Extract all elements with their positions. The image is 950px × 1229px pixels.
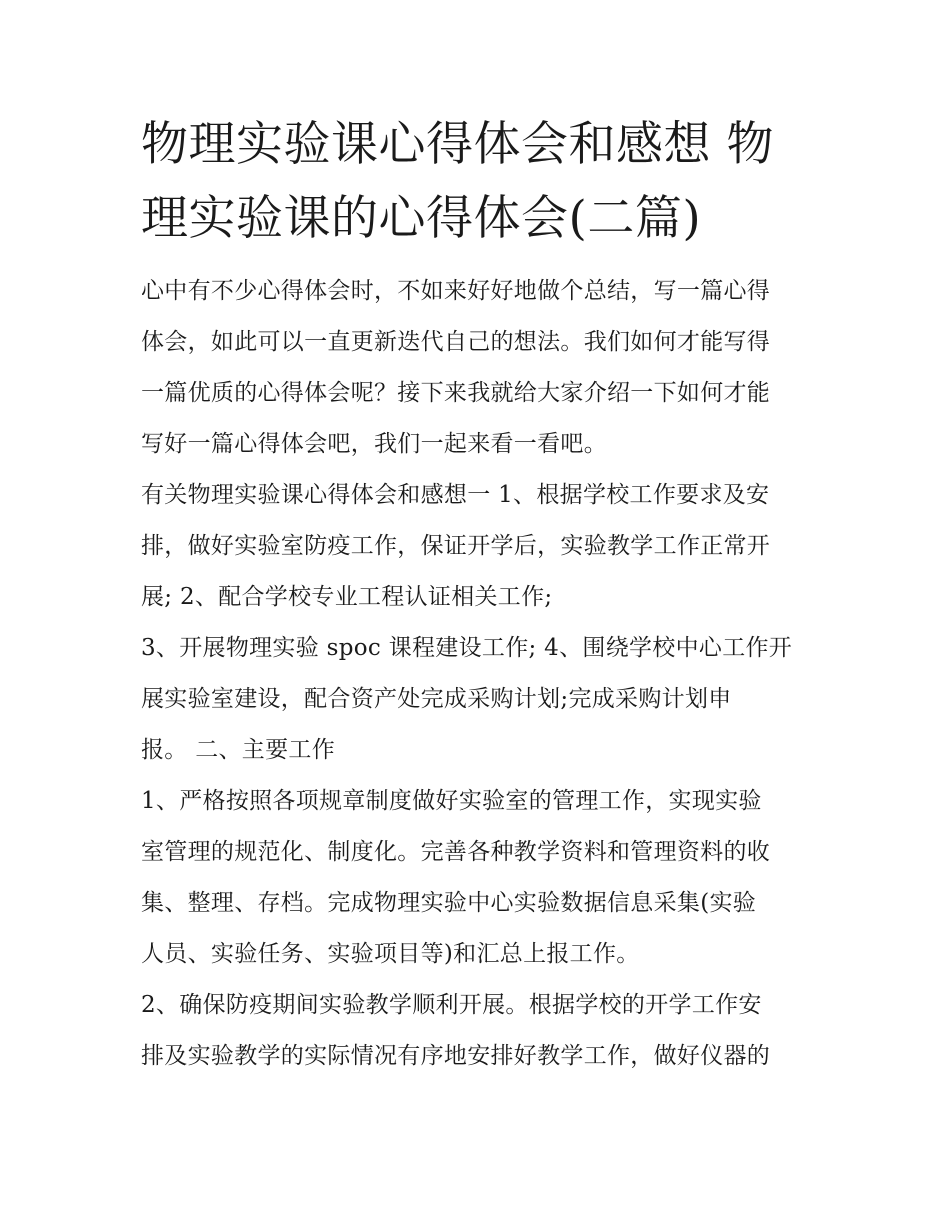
text-line: 3、开展物理实验 spoc 课程建设工作; 4、围绕学校中心工作开 [141, 635, 793, 661]
text-line: 一篇优质的心得体会呢？接下来我就给大家介绍一下如何才能 [141, 380, 771, 406]
paragraph-section-one [141, 470, 820, 623]
paragraph-spoc [141, 623, 820, 776]
text-line: 体会，如此可以一直更新迭代自己的想法。我们如何才能写得 [141, 329, 771, 355]
text-line: 展; 2、配合学校专业工程认证相关工作; [141, 584, 553, 610]
text-line: 排及实验教学的实际情况有序地安排好教学工作，做好仪器的 [141, 1043, 771, 1069]
title-line-2: 理实验课的心得体会(二篇) [141, 191, 702, 246]
paragraph-intro [141, 266, 820, 470]
text-line: 集、整理、存档。完成物理实验中心实验数据信息采集(实验 [141, 890, 757, 916]
text-line: 展实验室建设，配合资产处完成采购计划;完成采购计划申 [141, 686, 732, 712]
text-line: 心中有不少心得体会时，不如来好好地做个总结，写一篇心得 [141, 278, 771, 304]
text-line: 室管理的规范化、制度化。完善各种教学资料和管理资料的收 [141, 839, 771, 865]
text-line: 写好一篇心得体会吧，我们一起来看一看吧。 [141, 431, 607, 457]
text-line: 有关物理实验课心得体会和感想一 1、根据学校工作要求及安 [141, 482, 770, 508]
paragraph-item-1 [141, 776, 820, 980]
text-line: 排，做好实验室防疫工作，保证开学后，实验教学工作正常开 [141, 533, 771, 559]
text-line: 报。 二、主要工作 [141, 737, 336, 763]
text-line: 人员、实验任务、实验项目等)和汇总上报工作。 [141, 941, 640, 967]
text-line: 2、确保防疫期间实验教学顺利开展。根据学校的开学工作安 [141, 992, 762, 1018]
title-line-1: 物理实验课心得体会和感想 物 [141, 117, 774, 172]
text-line: 1、严格按照各项规章制度做好实验室的管理工作，实现实验 [141, 788, 762, 814]
paragraph-item-2 [141, 980, 820, 1082]
document-title [141, 108, 820, 256]
